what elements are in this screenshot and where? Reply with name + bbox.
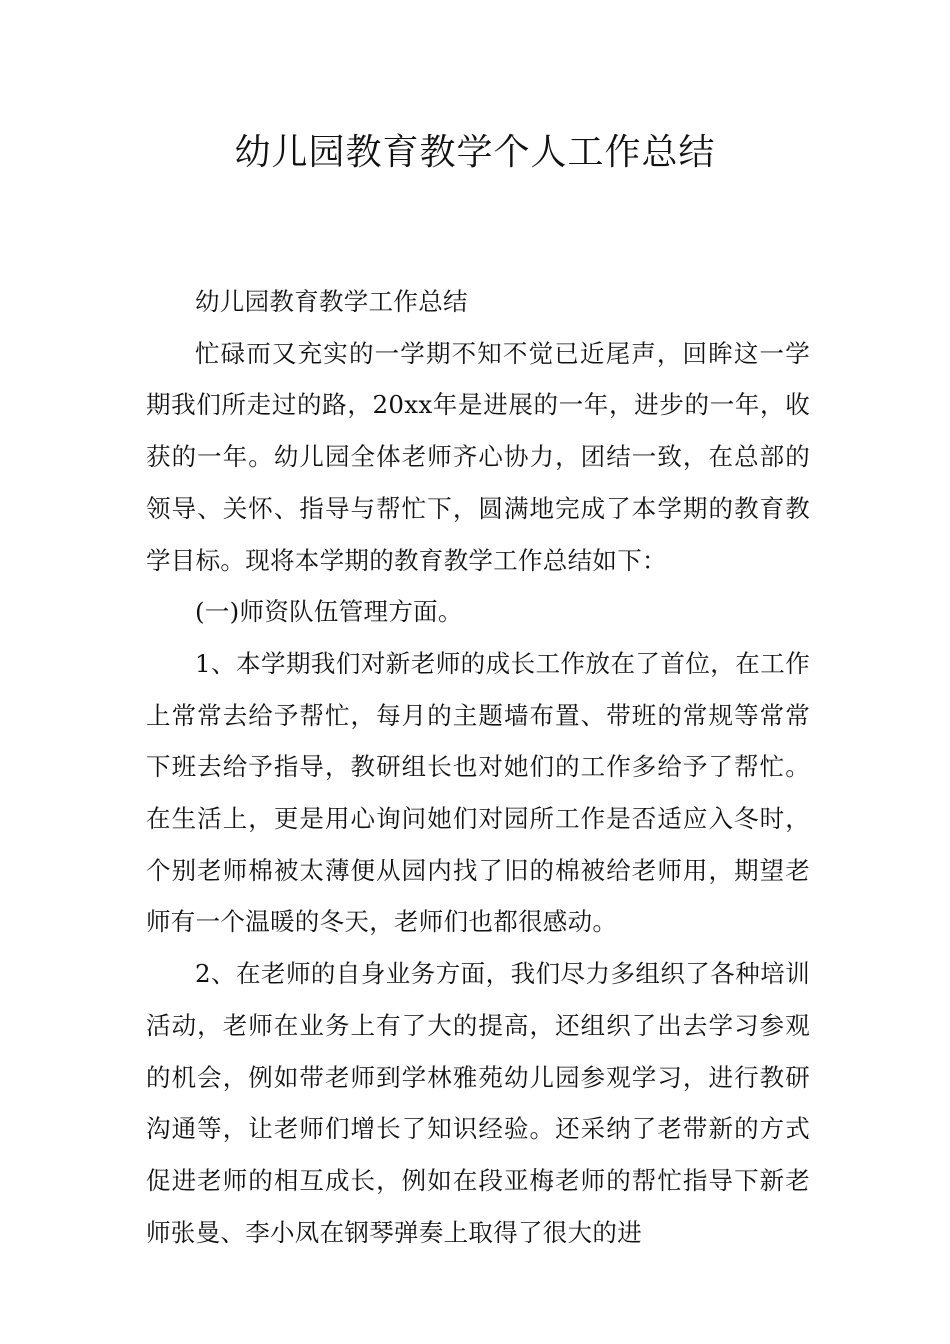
section-heading-staff-management: (一)师资队伍管理方面。 (195, 597, 463, 627)
document-body (146, 276, 810, 1258)
paragraph-intro: 忙碌而又充实的一学期不知不觉已近尾声，回眸这一学期我们所走过的路，20xx年是进展的一年，进步的一年，收获的一年。幼儿园全体老师齐心协力，团结一致，在总部的领导、关怀、指导与帮忙下，圆满地完成了本学期的教育教学目标。现将本学期的教育教学工作总结如下： (146, 338, 810, 575)
paragraph-item-2: 2、在老师的自身业务方面，我们尽力多组织了各种培训活动，老师在业务上有了大的提高，还组织了出去学习参观的机会，例如带老师到学林雅苑幼儿园参观学习，进行教研沟通等，让老师们增长了知识经验。还采纳了老带新的方式促进老师的相互成长，例如在段亚梅老师的帮忙指导下新老师张曼、李小凤在钢琴弹奏上取得了很大的进 (146, 959, 810, 1247)
document-title: 幼儿园教育教学个人工作总结 (234, 132, 716, 173)
paragraph-item-1: 1、本学期我们对新老师的成长工作放在了首位，在工作上常常去给予帮忙，每月的主题墙布置、带班的常规等常常下班去给予指导，教研组长也对她们的工作多给予了帮忙。在生活上，更是用心询问她们对园所工作是否适应入冬时，个别老师棉被太薄便从园内找了旧的棉被给老师用，期望老师有一个温暖的冬天，老师们也都很感动。 (146, 648, 810, 937)
paragraph-subtitle: 幼儿园教育教学工作总结 (195, 287, 468, 316)
